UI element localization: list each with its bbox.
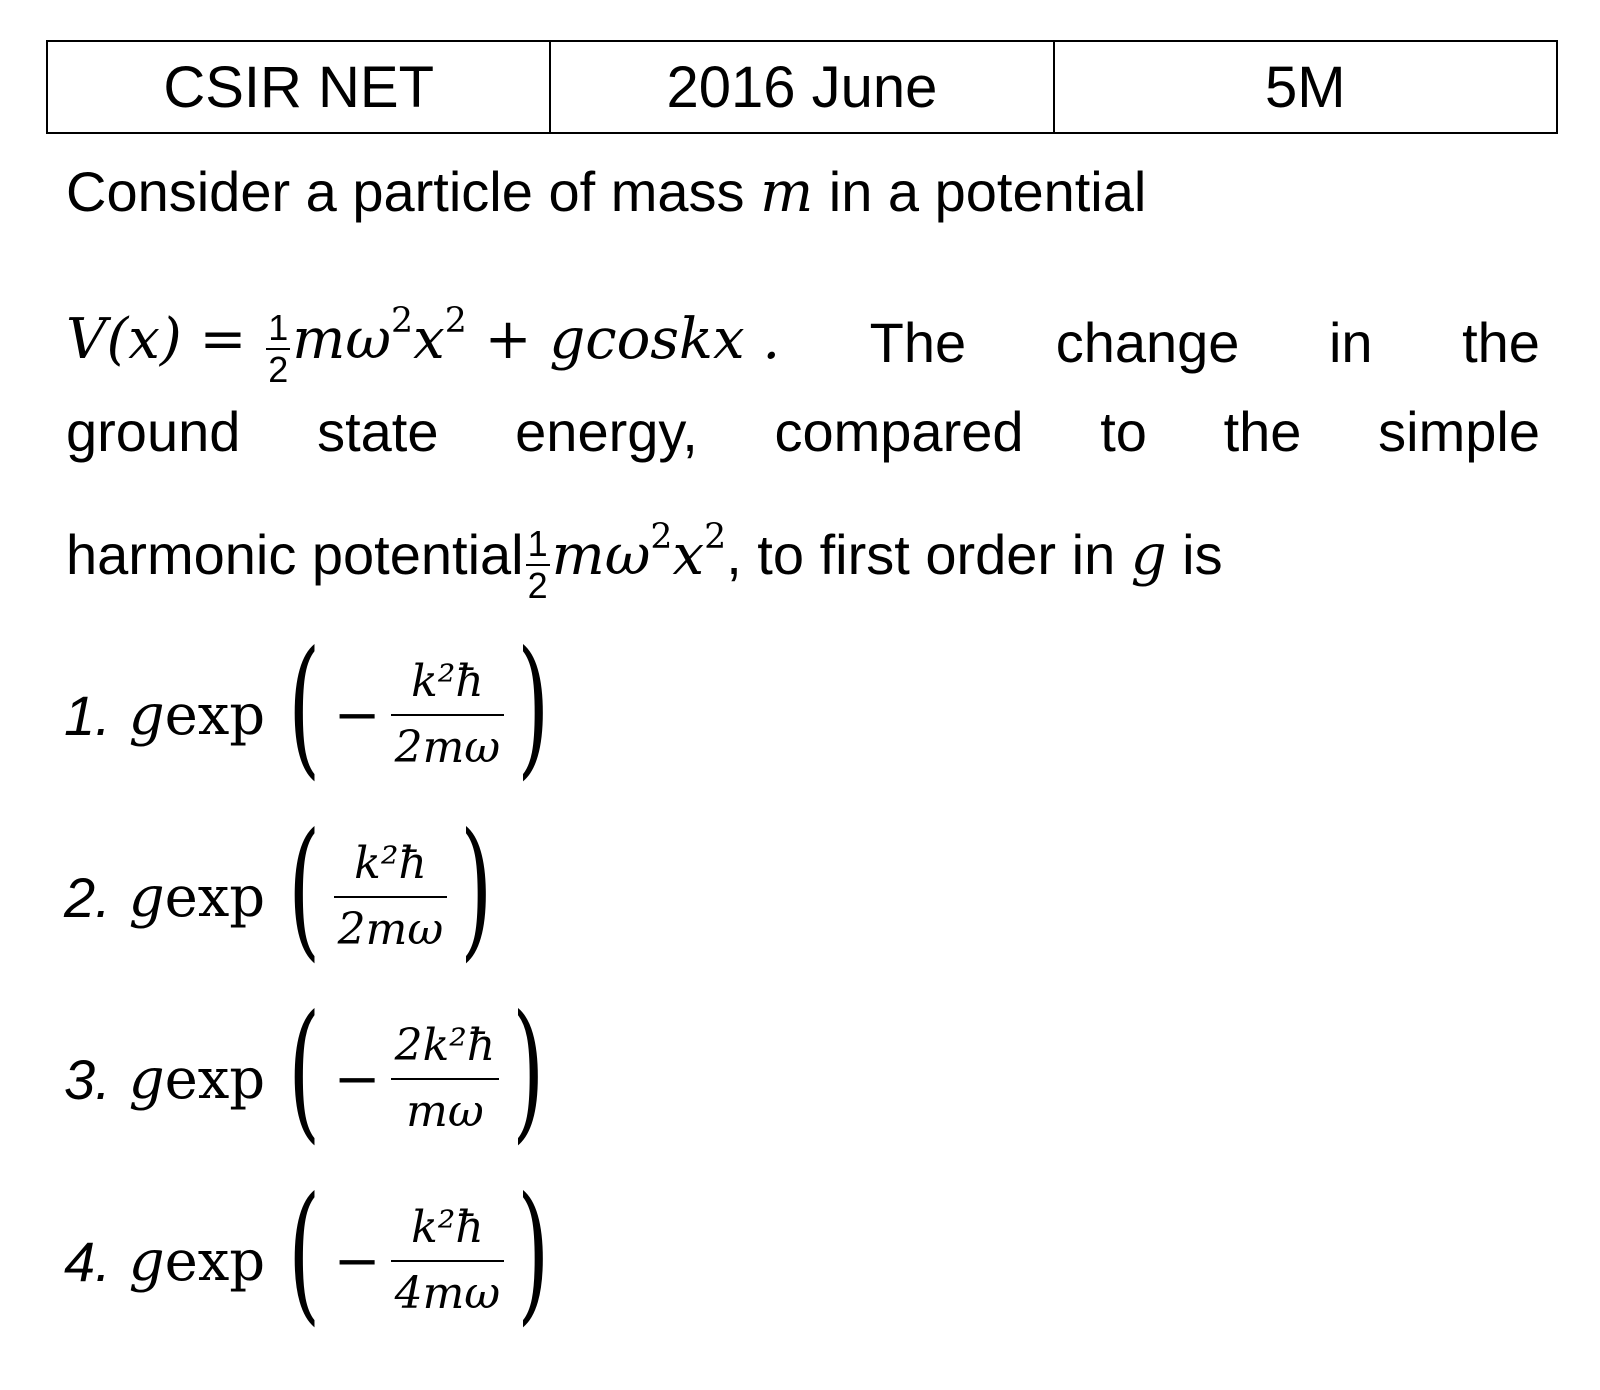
option-label: 2. (64, 865, 111, 929)
minus-sign: − (333, 1046, 381, 1112)
word: the (1462, 311, 1540, 374)
option-4[interactable] (64, 1166, 563, 1340)
fraction-numerator: 1 (268, 307, 289, 348)
option-exp: exp (164, 864, 266, 930)
left-paren: ( (288, 620, 321, 794)
option-numerator: 2k²ħ (391, 1020, 500, 1080)
perturbation-term: + gcoskx . (466, 306, 781, 372)
right-paren: ) (517, 620, 550, 794)
option-exp: exp (164, 682, 266, 748)
potential-equation (66, 300, 781, 390)
word: the (1223, 400, 1302, 463)
m-omega: mω (292, 306, 392, 372)
right-paren: ) (517, 1166, 550, 1340)
exponent: 2 (444, 300, 467, 341)
question-text-end: in a potential (813, 160, 1147, 223)
minus-sign: − (333, 1228, 381, 1294)
question-header-table (46, 40, 1558, 134)
mass-variable: m (760, 160, 814, 225)
word: ground (66, 400, 241, 463)
word: The (869, 311, 967, 374)
left-paren: ( (288, 1166, 321, 1340)
option-label: 3. (64, 1047, 111, 1111)
word: energy, (515, 400, 698, 463)
word: compared (774, 400, 1024, 463)
option-denominator: mω (406, 1086, 484, 1137)
half-fraction (266, 308, 290, 390)
fraction-denominator: 2 (527, 565, 548, 606)
option-numerator: k²ħ (334, 838, 448, 898)
option-numerator: k²ħ (391, 1202, 505, 1262)
m-omega: mω (551, 522, 651, 588)
question-text: Consider a particle of mass (66, 160, 761, 223)
exponent: 2 (391, 300, 414, 341)
option-denominator: 2mω (337, 904, 444, 955)
option-1[interactable] (64, 620, 563, 794)
option-2[interactable] (64, 802, 506, 976)
word: change (1055, 311, 1240, 374)
question-text: , to first order in (726, 522, 1131, 586)
right-paren: ) (512, 984, 545, 1158)
option-denominator: 4mω (394, 1268, 501, 1319)
exam-name-cell: CSIR NET (47, 41, 550, 133)
option-3[interactable] (64, 984, 558, 1158)
question-line-2 (66, 300, 1540, 390)
exponent: 2 (704, 516, 727, 557)
question-line-1 (66, 160, 1540, 225)
option-numerator: k²ħ (391, 656, 505, 716)
word: to (1100, 400, 1147, 463)
x-var: x (413, 306, 445, 372)
word: in (1328, 311, 1373, 374)
word: simple (1378, 400, 1540, 463)
question-line-3 (66, 400, 1540, 464)
minus-sign: − (333, 682, 381, 748)
half-fraction (526, 524, 550, 606)
option-fraction (334, 838, 448, 956)
exponent: 2 (650, 516, 673, 557)
option-label: 1. (64, 683, 111, 747)
option-g: g (128, 1228, 165, 1294)
coupling-variable: g (1130, 522, 1167, 588)
fraction-numerator: 1 (527, 523, 548, 564)
option-label: 4. (64, 1229, 111, 1293)
option-denominator: 2mω (394, 722, 501, 773)
option-g: g (128, 682, 165, 748)
word: state (317, 400, 439, 463)
option-g: g (128, 864, 165, 930)
marks-cell: 5M (1054, 41, 1557, 133)
question-line-4 (66, 516, 1540, 606)
option-fraction (391, 1020, 500, 1138)
option-exp: exp (164, 1046, 266, 1112)
potential-lhs: V(x) = (66, 306, 265, 372)
left-paren: ( (288, 984, 321, 1158)
exam-session-cell: 2016 June (550, 41, 1053, 133)
option-g: g (128, 1046, 165, 1112)
question-text-end: is (1166, 522, 1223, 586)
left-paren: ( (288, 802, 321, 976)
x-var: x (672, 522, 705, 588)
fraction-denominator: 2 (268, 349, 289, 390)
option-fraction (391, 656, 505, 774)
right-paren: ) (460, 802, 493, 976)
option-fraction (391, 1202, 505, 1320)
option-exp: exp (164, 1228, 266, 1294)
question-text: harmonic potential (66, 522, 524, 586)
